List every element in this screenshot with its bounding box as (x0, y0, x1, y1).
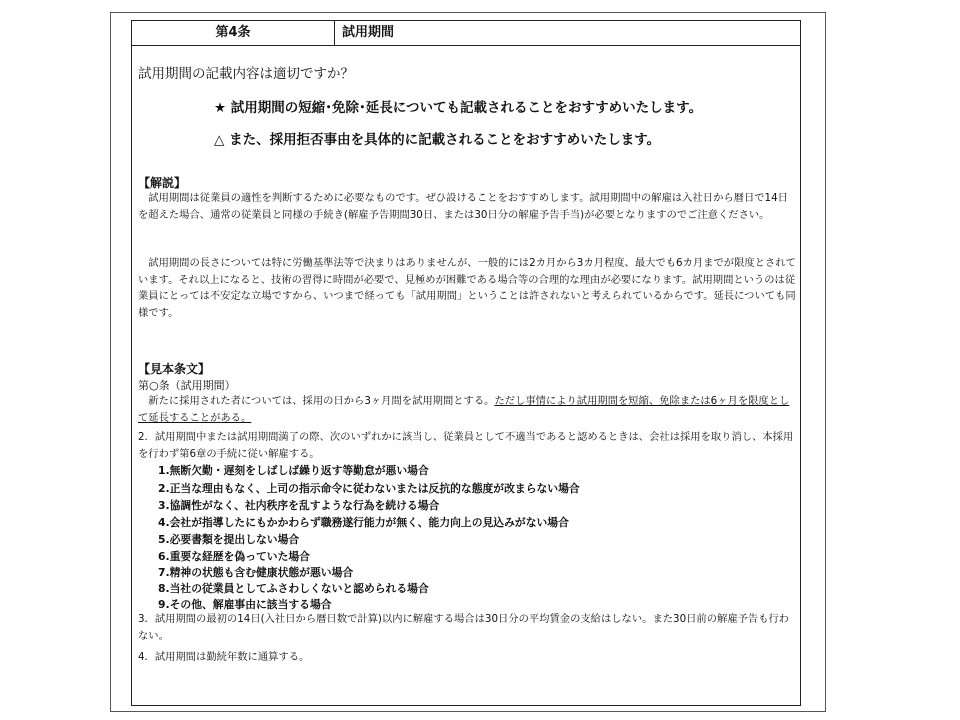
list-item: 6.重要な経歴を偽っていた場合 (158, 550, 310, 563)
sample-paragraph-3: 3．試用期間の最初の14日(入社日から暦日数で計算)以内に解雇する場合は30日分の平均賃金の支給はしない。また30日前の解雇予告も行わない。 (138, 613, 790, 642)
article-title: 試用期間 (342, 25, 395, 40)
question-text: 試用期間の記載内容は適切ですか？ (138, 66, 354, 82)
recommendation-triangle: △ また、採用拒否事由を具体的に記載されることをおすすめいたします。 (214, 132, 661, 148)
sample-article-heading: 第○条（試用期間） (138, 379, 236, 392)
list-item: 4.会社が指導したにもかかわらず職務遂行能力が無く、能力向上の見込みがない場合 (158, 516, 569, 529)
header-row (132, 21, 800, 46)
list-item: 1.無断欠勤・遅刻をしばしば繰り返す等勤怠が悪い場合 (158, 464, 429, 477)
sample-paragraph-1-underlined: ただし事情により試用期間を短縮、免除または6ヶ月を限度として延長することがある。 (138, 395, 790, 424)
explanation-heading: 【解説】 (138, 176, 187, 190)
sample-paragraph-2: 2．試用期間中または試用期間満了の際、次のいずれかに該当し、従業員として不適当であると認めるときは、会社は採用を取り消し、本採用を行わず第6章の手続に従い解雇する。 (138, 431, 794, 460)
sample-paragraph-1 (138, 393, 798, 426)
explanation-paragraph-1: 試用期間は従業員の適性を判断するために必要なものです。ぜひ設けることをおすすめします。試用期間中の解雇は入社日から暦日で14日を超えた場合、通常の従業員と同様の手続き(解雇予告期間30日、または30日分の解雇予告手当)が必要となりますのでご注意ください。 (138, 192, 788, 221)
list-item: 8.当社の従業員としてふさわしくないと認められる場合 (158, 582, 429, 595)
list-item: 5.必要書類を提出しない場合 (158, 533, 300, 546)
list-item: 9.その他、解雇事由に該当する場合 (158, 598, 332, 611)
list-item: 2.正当な理由もなく、上司の指示命令に従わないまたは反抗的な態度が改まらない場合 (158, 482, 580, 495)
sample-clause-heading: 【見本条文】 (138, 362, 211, 376)
sample-paragraph-1-text: 新たに採用された者については、採用の日から3ヶ月間を試用期間とする。 (148, 395, 495, 407)
list-item: 7.精神の状態も含む健康状態が悪い場合 (158, 566, 354, 579)
recommendation-star: ★ 試用期間の短縮･免除･延長についても記載されることをおすすめいたします。 (214, 100, 703, 116)
article-number: 第4条 (132, 21, 335, 45)
sample-paragraph-4: 4．試用期間は勤続年数に通算する。 (138, 651, 310, 663)
list-item: 3.協調性がなく、社内秩序を乱すような行為を続ける場合 (158, 499, 440, 512)
explanation-paragraph-2: 試用期間の長さについては特に労働基準法等で決まりはありませんが、一般的には2カ月から3カ月程度、最大でも6カ月までが限度とされています。それ以上になると、技術の習得に時間が必要で、見極めが困難である場合等の合理的な理由が必要になります。試用期間というのは従業員にとっては不安定な立場ですから、いつまで経っても「試用期間」ということは許されないと考えられているからです。延長についても同様です。 (138, 257, 796, 319)
